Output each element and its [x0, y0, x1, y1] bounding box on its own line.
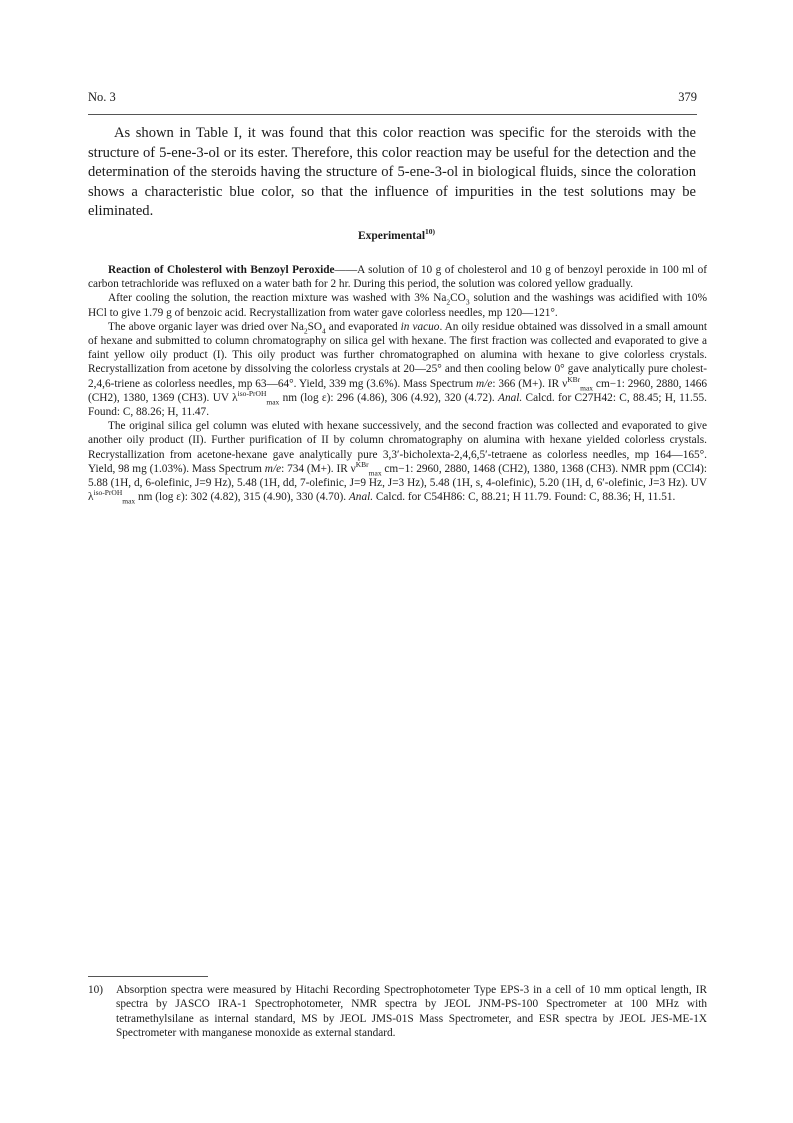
paragraph-run-in-title: Reaction of Cholesterol with Benzoyl Peroxide: [108, 264, 335, 276]
italic-text: in vacuo: [400, 320, 440, 333]
text-run: Calcd. for C27H42: C, 88.45; H, 11.55. Found: C, 88.26; H, 11.47.: [88, 391, 707, 419]
footnote-divider: [88, 976, 208, 977]
superscript: iso-PrOH: [93, 488, 123, 498]
subscript: max: [580, 382, 594, 392]
text-run: and evaporated: [325, 320, 401, 333]
issue-number: No. 3: [88, 90, 116, 104]
text-run: cm−1: 2960, 2880, 1466 (CH2), 1380, 1369 (CH3). UV λ: [88, 377, 707, 404]
intro-paragraph: As shown in Table I, it was found that this color reaction was specific for the steroids with the structure of 5-ene-3-ol or its ester. Therefore, this color reaction may be useful for the detection and the determination of the steroids having the structure of 5-ene-3-ol in biological fluids, since the coloration shows a characteristic blue color, so that the influence of impurities in the test solutions may be eliminated.: [88, 125, 696, 220]
text-run: : 366 (M+). IR ν: [492, 377, 568, 390]
text-run: : 734 (M+). IR ν: [281, 462, 356, 475]
page-number: 379: [678, 90, 697, 104]
italic-text: m/e: [476, 377, 493, 390]
subscript: 2: [303, 326, 308, 336]
superscript: iso-PrOH: [237, 389, 267, 399]
experimental-footnote-ref: 10): [425, 227, 436, 237]
subscript: max: [122, 496, 136, 506]
text-run: nm (log ε): 302 (4.82), 315 (4.90), 330 (4.70).: [135, 491, 349, 504]
header-divider: [88, 114, 697, 115]
italic-text: Anal.: [348, 491, 374, 504]
experimental-heading: [0, 227, 793, 242]
paragraph-product-i: [88, 320, 707, 419]
text-run: SO: [307, 320, 323, 333]
superscript: KBr: [355, 460, 369, 470]
text-run: The above organic layer was dried over Na: [108, 320, 304, 333]
experimental-body: [88, 263, 707, 504]
paragraph-reaction: [88, 263, 707, 291]
subscript: 2: [446, 297, 451, 307]
subscript: max: [266, 397, 280, 407]
subscript: 3: [465, 297, 470, 307]
experimental-title: Experimental: [357, 230, 426, 242]
paragraph-text: ——A solution of 10 g of cholesterol and 10 g of benzoyl peroxide in 100 ml of carbon tetrachloride was refluxed on a water bath for 2 hr. During this period, the solution was colored yellow gradually.: [88, 264, 707, 291]
paragraph-product-ii: [88, 419, 707, 504]
text-run: The original silica gel column was eluted with hexane successively, and the second fraction was collected and evaporated to give another oily product (II). Further purification of II by column chromatography on alumina with hexane yielded colorless crystals. Recrystallization from acetone-hexane gave analytically pure 3,3′-bicholexta-2,4,6,5′-tetraene as colorless needles, mp 164—165°. Yield, 98 mg (1.03%). Mass Spectrum: [88, 420, 707, 475]
superscript: KBr: [567, 374, 581, 384]
text-run: CO: [450, 292, 466, 305]
subscript: max: [368, 468, 382, 478]
text-run: After cooling the solution, the reaction mixture was washed with 3% Na: [108, 292, 447, 305]
text-run: solution and the washings was acidified with 10% HCl to give 1.79 g of benzoic acid. Recrystallization from water gave colorless needles, mp 120—121°.: [88, 292, 707, 319]
italic-text: m/e: [264, 462, 282, 475]
text-run: . An oily residue obtained was dissolved in a small amount of hexane and submitted to column chromatography on silica gel with hexane. The first fraction was collected and evaporated to give a faint yellow oily product (I). This oily product was further chromatographed on alumina with hexane to give colorless crystals. Recrystallization from acetone by dissolving the colorless crystals at 20—25° and then cooling below 0° gave analytically pure cholest-2,4,6-triene as colorless needles, mp 63—64°. Yield, 339 mg (3.6%). Mass Spectrum: [88, 320, 707, 390]
footnote-number: 10): [88, 984, 104, 996]
subscript: 4: [322, 326, 326, 336]
paragraph-workup: [88, 291, 707, 319]
text-run: Calcd. for C54H86: C, 88.21; H 11.79. Found: C, 88.36; H, 11.51.: [373, 491, 676, 504]
footnote: [88, 983, 707, 1041]
text-run: nm (log ε): 296 (4.86), 306 (4.92), 320 (4.72).: [279, 391, 499, 404]
text-run: cm−1: 2960, 2880, 1468 (CH2), 1380, 1368 (CH3). NMR ppm (CCl4): 5.88 (1H, d, 6-olefinic, J=9 Hz), 5.48 (1H, dd, 7-olefinic, J=9 Hz, J=3 Hz), 5.48 (1H, s, 4-olefinic), 5.20 (1H, d, 6′-olefinic, J=3 Hz). UV λ: [88, 462, 707, 504]
italic-text: Anal.: [498, 391, 523, 404]
footnote-text: Absorption spectra were measured by Hitachi Recording Spectrophotometer Type EPS-3 in a cell of 10 mm optical length, IR spectra by JASCO IRA-1 Spectrophotometer, NMR spectra by JEOL JNM-PS-100 Spectrometer at 100 MHz with tetramethylsilane as internal standard, MS by JEOL JMS-01S Mass Spectrometer, and ESR spectra by JEOL JES-ME-1X Spectrometer with manganese monoxide as external standard.: [116, 984, 707, 1040]
running-header: [88, 90, 697, 106]
